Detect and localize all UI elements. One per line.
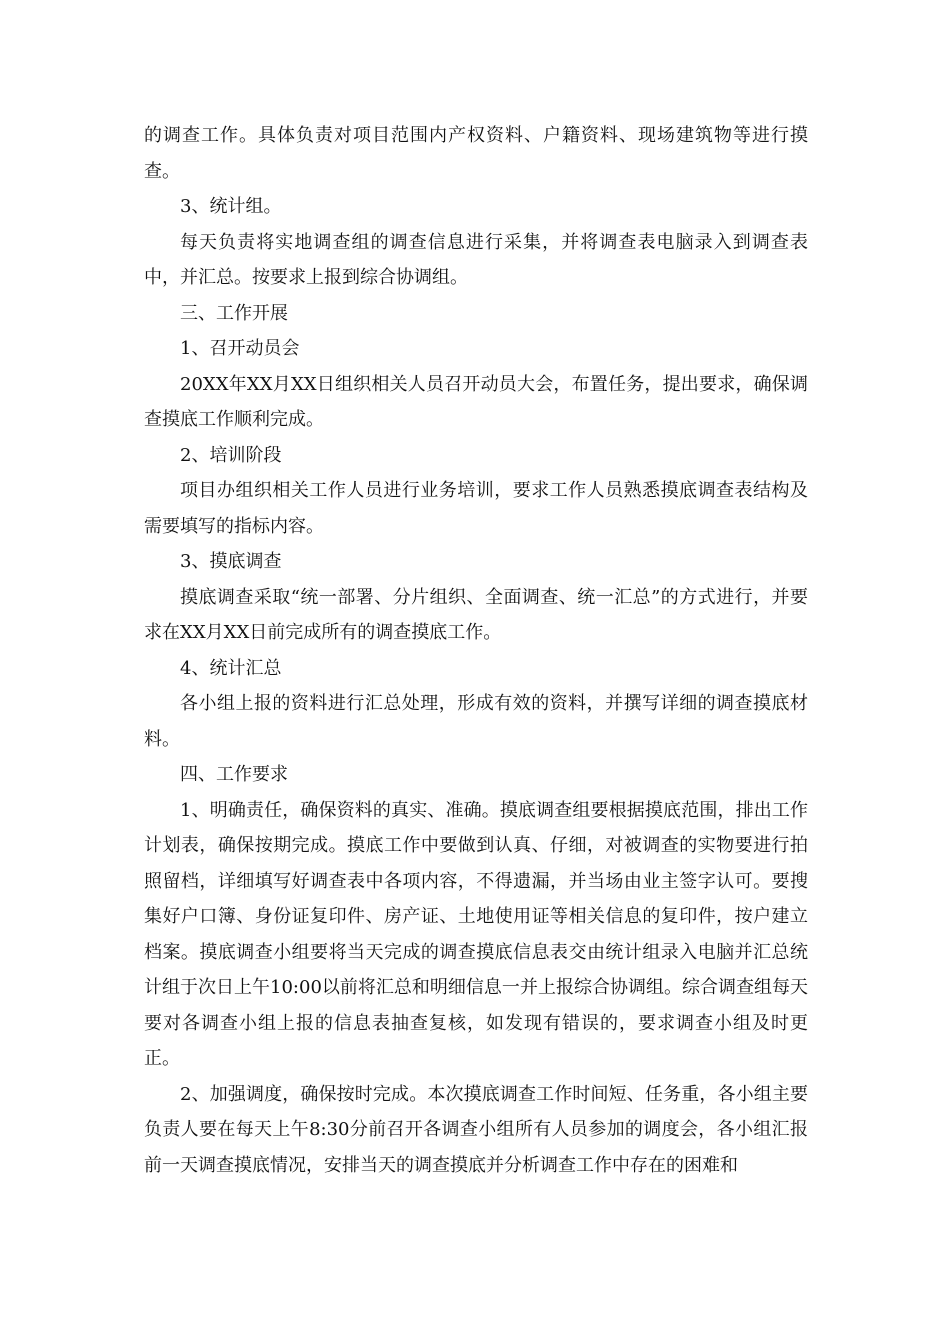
paragraph-6: 20XX年XX月XX日组织相关人员召开动员大会，布置任务，提出要求，确保调查摸底工作顺利完成。: [144, 373, 808, 430]
subheading-1: 1、召开动员会: [180, 338, 300, 359]
paragraph-15: 2、加强调度，确保按时完成。本次摸底调查工作时间短、任务重，各小组主要负责人要在每天上午8:30分前召开各调查小组所有人员参加的调度会，各小组汇报前一天调查摸底情况，安排当天的调查摸底并分析调查工作中存在的困难和: [144, 1083, 808, 1176]
section-heading-3: 三、工作开展: [180, 302, 288, 324]
subheading-4: 4、统计汇总: [180, 657, 282, 679]
paragraph-14: 1、明确责任，确保资料的真实、准确。摸底调查组要根据摸底范围，排出工作计划表，确保按期完成。摸底工作中要做到认真、仔细，对被调查的实物要进行拍照留档，详细填写好调查表中各项内容，不得遗漏，并当场由业主签字认可。要搜集好户口簿、身份证复印件、房产证、土地使用证等相关信息的复印件，按户建立档案。摸底调查小组要将当天完成的调查摸底信息表交由统计组录入电脑并汇总统计组于次日上午10:00以前将汇总和明细信息一并上报综合协调组。综合调查组每天要对各调查小组上报的信息表抽查复核，如发现有错误的，要求调查小组及时更正。: [144, 799, 808, 1069]
section-heading-4: 四、工作要求: [180, 764, 288, 785]
paragraph-10: 摸底调查采取“统一部署、分片组织、全面调查、统一汇总”的方式进行，并要求在XX月XX日前完成所有的调查摸底工作。: [144, 586, 808, 643]
paragraph-8: 项目办组织相关工作人员进行业务培训，要求工作人员熟悉摸底调查表结构及需要填写的指标内容。: [144, 480, 808, 537]
paragraph-3: 每天负责将实地调查组的调查信息进行采集，并将调查表电脑录入到调查表中，并汇总。按要求上报到综合协调组。: [144, 231, 808, 288]
paragraph-12: 各小组上报的资料进行汇总处理，形成有效的资料，并撰写详细的调查摸底材料。: [144, 693, 808, 750]
document-page: [144, 118, 808, 1183]
subheading-2: 2、培训阶段: [180, 444, 282, 466]
subheading-3: 3、摸底调查: [180, 551, 282, 572]
paragraph-1: 的调查工作。具体负责对项目范围内产权资料、户籍资料、现场建筑物等进行摸查。: [144, 125, 808, 182]
paragraph-2: 3、统计组。: [180, 196, 282, 217]
